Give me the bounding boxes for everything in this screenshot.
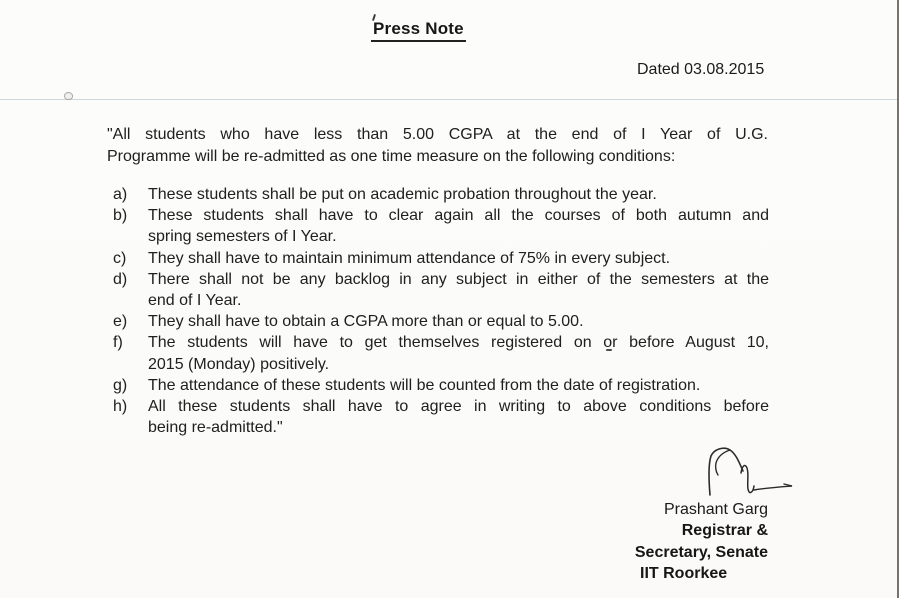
list-item — [113, 184, 769, 205]
list-item — [113, 248, 769, 269]
list-item-text — [148, 332, 769, 374]
page-title: Press Note — [371, 19, 466, 42]
signatory-institute: IIT Roorkee — [640, 564, 728, 582]
list-item-label: g) — [113, 376, 128, 394]
list-item-line: end of I Year. — [148, 292, 242, 310]
list-item-label: h) — [113, 398, 128, 416]
list-item-line: The students will have to get themselves registered on or before August 10, — [148, 334, 769, 352]
list-item — [113, 269, 769, 311]
list-item-line: 2015 (Monday) positively. — [148, 355, 330, 373]
list-item-line: spring semesters of I Year. — [148, 228, 337, 246]
list-item — [113, 311, 769, 332]
list-item-line: There shall not be any backlog in any subject in either of the semesters at the — [148, 270, 769, 288]
list-item-label: c) — [113, 249, 127, 267]
list-item-line: These students shall have to clear again all the courses of both autumn and — [148, 207, 769, 225]
signature-block — [634, 499, 768, 584]
list-item-label: e) — [113, 313, 128, 331]
list-item-text — [148, 396, 769, 438]
list-item-label: a) — [113, 186, 128, 203]
list-item-text — [148, 269, 769, 311]
list-item-text — [148, 311, 769, 332]
conditions-list — [113, 184, 769, 438]
list-item-label: d) — [113, 270, 128, 288]
signatory-name: Prashant Garg — [663, 501, 768, 518]
list-item-line: All these students shall have to agree in writing to above conditions before — [148, 398, 769, 416]
list-item-text — [148, 184, 769, 205]
list-item — [113, 396, 769, 438]
list-item-line: These students shall be put on academic probation throughout the year. — [148, 186, 657, 203]
list-item-line: The attendance of these students will be counted from the date of registration. — [148, 376, 701, 394]
signatory-role-1: Registrar & — [681, 522, 768, 540]
list-item — [113, 332, 769, 374]
list-item-line: They shall have to maintain minimum attendance of 75% in every subject. — [148, 249, 671, 267]
scan-artifact-horizontal-line — [0, 99, 897, 100]
list-item-label: f) — [113, 334, 123, 352]
intro-line-1: "All students who have less than 5.00 CGPA at the end of I Year of U.G. — [107, 126, 768, 143]
list-item-text — [148, 375, 769, 396]
list-item-line: They shall have to obtain a CGPA more than or equal to 5.00. — [148, 313, 584, 331]
intro-line-2: Programme will be re-admitted as one time measure on the following conditions: — [107, 147, 676, 165]
list-item-text — [148, 205, 769, 247]
intro-paragraph — [107, 124, 768, 167]
list-item-line: being re-admitted." — [148, 419, 283, 437]
signatory-role-2: Secretary, Senate — [634, 543, 768, 561]
list-item — [113, 375, 769, 396]
list-item-label: b) — [113, 207, 128, 225]
list-item-text — [148, 248, 769, 269]
signature-scribble — [697, 445, 797, 499]
list-item — [113, 205, 769, 247]
date-line: Dated 03.08.2015 — [637, 61, 765, 78]
